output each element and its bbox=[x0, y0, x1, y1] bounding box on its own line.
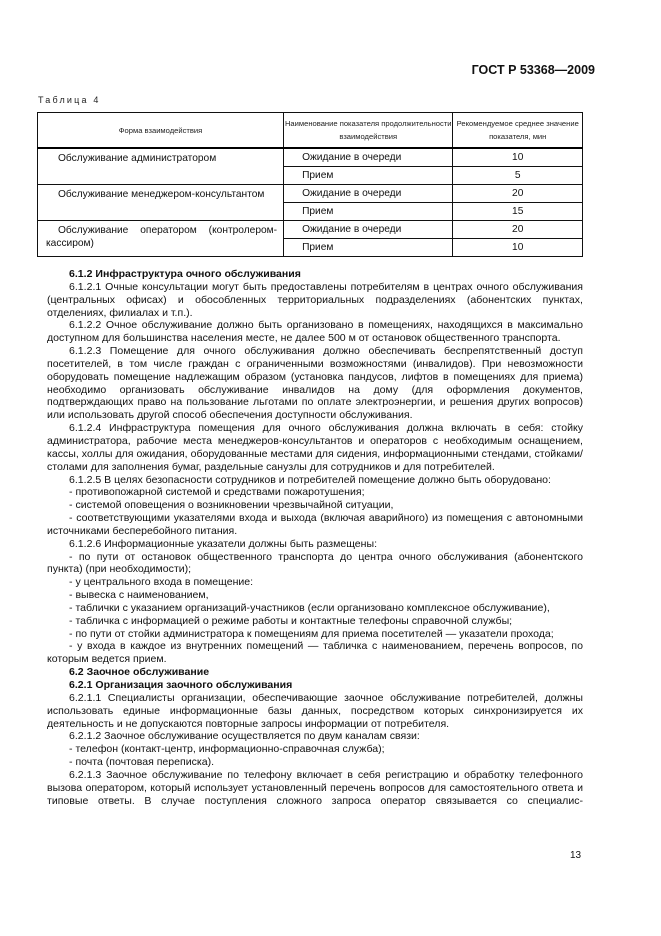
form-cell: Обслуживание менеджером-консультантом bbox=[38, 185, 284, 221]
table-caption: Таблица 4 bbox=[38, 95, 101, 105]
list-item: - у входа в каждое из внутренних помещений — табличка с наименованием, перечень вопросов, по которым ведется прием. bbox=[47, 640, 583, 666]
column-header-value: Рекомендуемое среднее значение показателя, мин bbox=[453, 113, 583, 149]
body-text bbox=[47, 268, 583, 807]
list-item: - табличка с информацией о режиме работы и контактные телефоны справочной службы; bbox=[69, 614, 513, 627]
paragraph: 6.1.2.4 Инфраструктура помещения для очного обслуживания должна включать в себя: стойку администратора, рабочие места менеджеров-консультантов и операторов с необходимым оснащением, кассы, холлы для ожидания, оборудованные местами для сидения, информационными стендами, стойками/столами для заполнения бумаг, раздельные санузлы для сотрудников и для потребителей. bbox=[47, 422, 583, 473]
list-item: - телефон (контакт-центр, информационно-справочная служба); bbox=[69, 743, 385, 756]
list-item: - у центрального входа в помещение: bbox=[69, 576, 254, 589]
section-heading: 6.1.2 Инфраструктура очного обслуживания bbox=[69, 268, 301, 280]
value-cell: 10 bbox=[453, 148, 583, 167]
column-header-indicator: Наименование показателя продолжительности взаимодействия bbox=[284, 113, 453, 149]
column-header-form: Форма взаимодействия bbox=[38, 113, 284, 149]
list-item: - системой оповещения о возникновении чрезвычайной ситуации, bbox=[69, 499, 394, 512]
value-cell: 20 bbox=[453, 221, 583, 239]
indicator-cell: Ожидание в очереди bbox=[284, 148, 453, 167]
list-item: - противопожарной системой и средствами пожаротушения; bbox=[69, 486, 365, 499]
paragraph: 6.1.2.1 Очные консультации могут быть предоставлены потребителям в центрах очного обслуживания (центральных офисах) и обособленных территориальных подразделениях (абонентских пунктах, отделениях, филиалах и т.п.). bbox=[47, 280, 583, 319]
value-cell: 5 bbox=[453, 167, 583, 185]
value-cell: 15 bbox=[453, 203, 583, 221]
table-header-row bbox=[38, 113, 583, 149]
value-cell: 10 bbox=[453, 239, 583, 257]
list-item: - по пути от стойки администратора к помещениям для приема посетителей — указатели прохода; bbox=[69, 627, 554, 640]
page-number: 13 bbox=[570, 850, 582, 861]
indicator-cell: Прием bbox=[284, 203, 453, 221]
list-item: - таблички с указанием организаций-участников (если организовано комплексное обслуживание), bbox=[69, 601, 550, 614]
table-row bbox=[38, 148, 583, 167]
indicator-cell: Ожидание в очереди bbox=[284, 185, 453, 203]
list-item: - вывеска с наименованием, bbox=[69, 589, 209, 602]
form-cell: Обслуживание администратором bbox=[38, 148, 284, 185]
paragraph: 6.1.2.2 Очное обслуживание должно быть организовано в помещениях, находящихся в максимально доступном для большинства населения месте, не далее 500 м от остановок общественного транспорта. bbox=[47, 319, 583, 345]
paragraph: 6.2.1.3 Заочное обслуживание по телефону включает в себя регистрацию и обработку телефонного вызова оператором, который использует установленный перечень вопросов для самостоятельного ответа и типовые ответы. В случае поступления сложного запроса оператор связывается со специалис- bbox=[47, 768, 583, 807]
paragraph: 6.2.1.1 Специалисты организации, обеспечивающие заочное обслуживание потребителей, должны использовать единые информационные базы данных, посредством которых синхронизируется их деятельность и не допускаются повторные запросы информации от потребителя. bbox=[47, 691, 583, 730]
section-heading: 6.2.1 Организация заочного обслуживания bbox=[69, 679, 293, 691]
table-row bbox=[38, 221, 583, 239]
paragraph: 6.2.1.2 Заочное обслуживание осуществляется по двум каналам связи: bbox=[69, 730, 420, 743]
form-cell: Обслуживание оператором (контролером-кассиром) bbox=[38, 221, 284, 257]
list-item: - соответствующими указателями входа и выхода (включая аварийного) из помещения с автономными источниками бесперебойного питания. bbox=[47, 512, 583, 537]
indicator-cell: Ожидание в очереди bbox=[284, 221, 453, 239]
paragraph: 6.1.2.6 Информационные указатели должны быть размещены: bbox=[69, 537, 378, 550]
value-cell: 20 bbox=[453, 185, 583, 203]
table-4 bbox=[37, 112, 583, 257]
paragraph: 6.1.2.3 Помещение для очного обслуживания должно обеспечивать беспрепятственный доступ посетителей, в том числе граждан с ограниченными возможностями (инвалидов). При невозможности оборудовать помещение надлежащим образом (установка пандусов, лифтов в помещениях для приема) необходимо организовать обслуживание инвалидов на дому (для оформления документов, подтверждающих право на пользование льготами по оплате электроэнергии, и решения других вопросов) или использовать другой способ обеспечения доступности обслуживания. bbox=[47, 345, 583, 422]
list-item: - по пути от остановок общественного транспорта до центра очного обслуживания (абонентского пункта) (при необходимости); bbox=[47, 550, 583, 576]
list-item: - почта (почтовая переписка). bbox=[69, 756, 215, 769]
standard-code: ГОСТ Р 53368—2009 bbox=[471, 63, 595, 77]
indicator-cell: Прием bbox=[284, 239, 453, 257]
table-row bbox=[38, 185, 583, 203]
section-heading: 6.2 Заочное обслуживание bbox=[69, 666, 210, 679]
paragraph: 6.1.2.5 В целях безопасности сотрудников и потребителей помещение должно быть оборудовано: bbox=[69, 473, 551, 486]
indicator-cell: Прием bbox=[284, 167, 453, 185]
